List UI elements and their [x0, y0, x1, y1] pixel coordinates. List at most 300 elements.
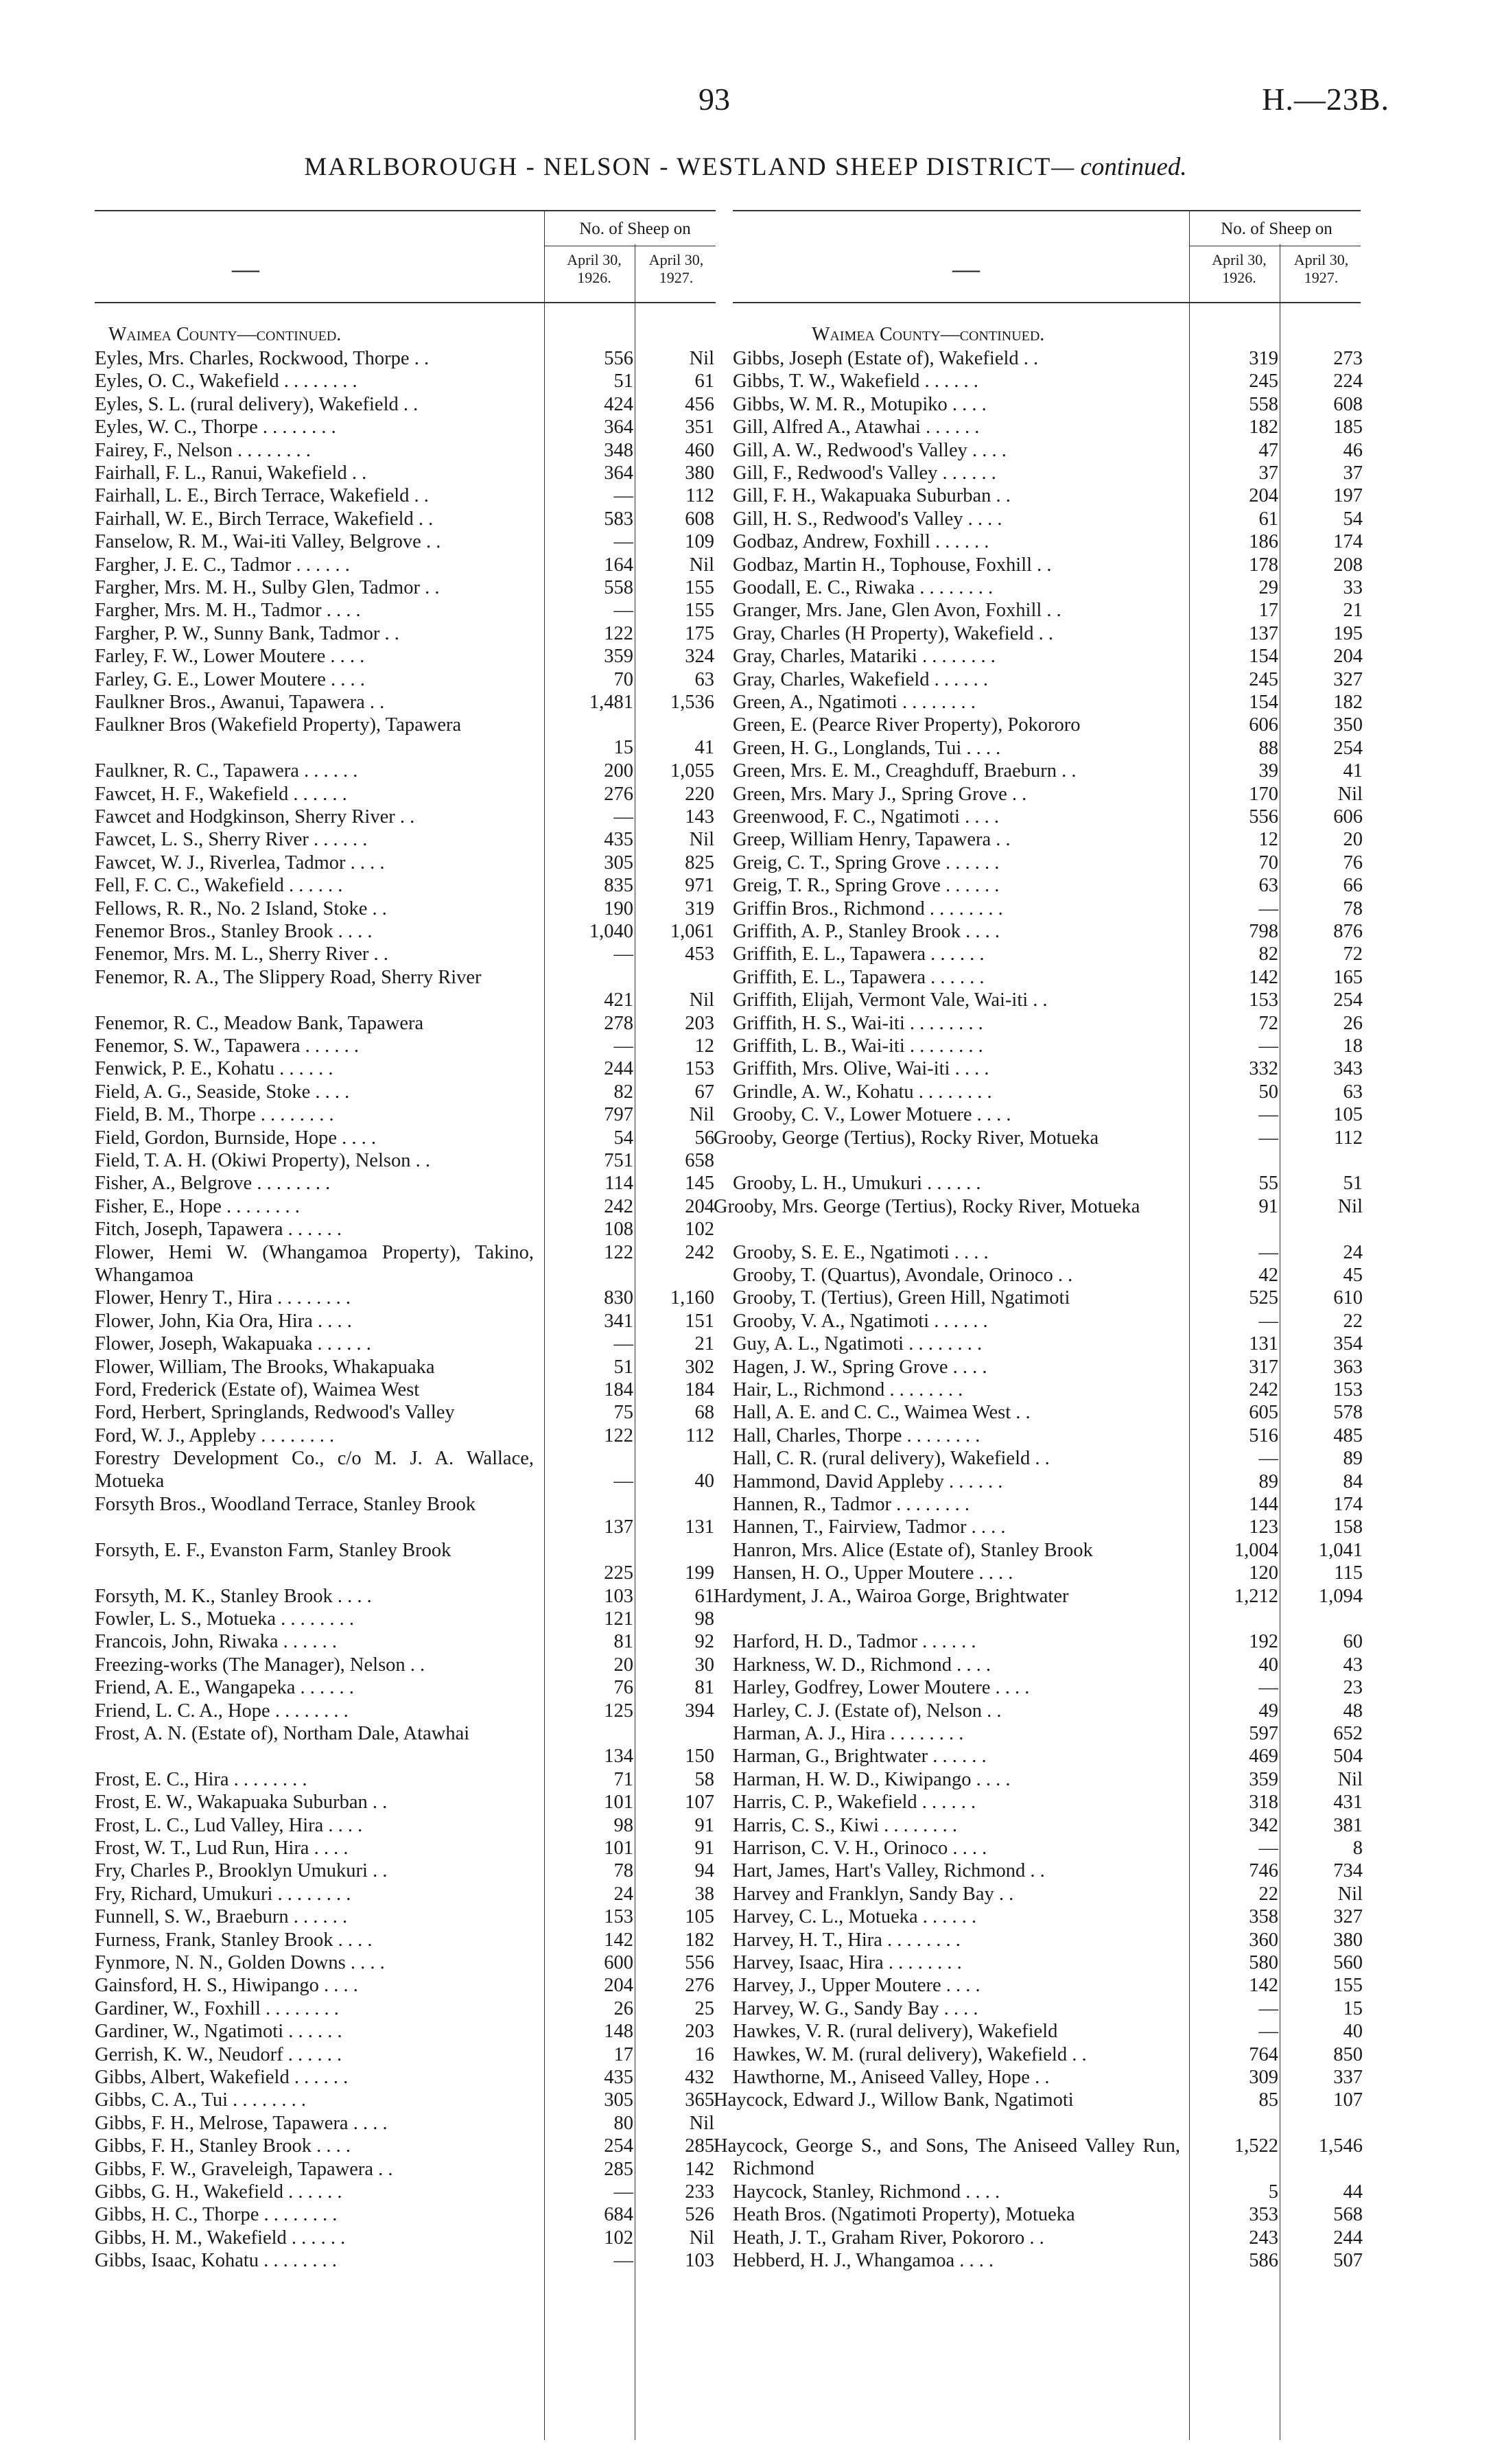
sheep-1927: 203 — [685, 1012, 714, 1034]
sheep-1926: 200 — [604, 760, 633, 782]
owner-name-address: Fairhall, W. E., Birch Terrace, Wakefield . . — [95, 508, 434, 530]
owner-name-address: Fynmore, N. N., Golden Downs . . . . — [95, 1952, 385, 1973]
sheep-1926: 318 — [1249, 1792, 1278, 1814]
owner-name-address: Green, H. G., Longlands, Tui . . . . — [733, 737, 1001, 759]
owner-name-address: Fenemor Bros., Stanley Brook . . . . — [95, 921, 373, 942]
sheep-1926: 42 — [1258, 1265, 1278, 1286]
table-row — [95, 1493, 714, 1539]
owner-name-address: Green, A., Ngatimoti . . . . . . . . — [733, 692, 976, 713]
sheep-1927: 72 — [1343, 943, 1363, 965]
owner-name-address: Fargher, P. W., Sunny Bank, Tadmor . . — [95, 622, 399, 644]
sheep-1926: 285 — [604, 2158, 633, 2180]
sheep-1927: 319 — [685, 897, 714, 919]
owner-name-address: Field, Gordon, Burnside, Hope . . . . — [95, 1127, 377, 1149]
sheep-1926: 276 — [604, 783, 633, 805]
sheep-1927: 151 — [685, 1310, 714, 1332]
owner-name-address: Harvey and Franklyn, Sandy Bay . . — [733, 1883, 1014, 1905]
sheep-1927: 112 — [685, 485, 714, 507]
sheep-1927: 43 — [1343, 1654, 1363, 1676]
sheep-1926: 798 — [1249, 921, 1278, 942]
owner-name-address: Gibbs, H. C., Thorpe . . . . . . . . — [95, 2204, 338, 2226]
sheep-1927: 242 — [685, 1241, 714, 1263]
page-number: 93 — [698, 82, 730, 117]
sheep-1926: 305 — [604, 2089, 633, 2111]
sheep-1926: — — [613, 600, 633, 622]
owner-name-address: Hawthorne, M., Aniseed Valley, Hope . . — [733, 2067, 1050, 2088]
owner-name-address: Fry, Charles P., Brooklyn Umukuri . . — [95, 1860, 388, 1882]
owner-name-address: Harvey, J., Upper Moutere . . . . — [733, 1975, 981, 1997]
sheep-1927: 109 — [685, 531, 714, 553]
sheep-1927: 568 — [1333, 2204, 1363, 2226]
sheep-1926: 421 — [604, 989, 633, 1011]
owner-name-address: Frost, E. W., Wakapuaka Suburban . . — [95, 1792, 388, 1814]
sheep-1927: 175 — [685, 622, 714, 644]
owner-name-address: Fawcet, H. F., Wakefield . . . . . . — [95, 783, 347, 805]
sheep-1926: — — [613, 1333, 633, 1355]
sheep-1927: 61 — [694, 371, 714, 392]
sheep-1927: 174 — [1333, 1494, 1363, 1515]
owner-name-address: Grindle, A. W., Kohatu . . . . . . . . — [733, 1081, 992, 1103]
sheep-1927: 285 — [685, 2135, 714, 2157]
header-col-1926: April 30, 1926. — [567, 251, 622, 286]
owner-name-address: Hammond, David Appleby . . . . . . — [733, 1470, 1003, 1492]
sheep-1927: 41 — [1343, 760, 1363, 782]
owner-name-address: Grooby, C. V., Lower Motuere . . . . — [733, 1104, 1011, 1126]
owner-name-address: Greenwood, F. C., Ngatimoti . . . . — [733, 806, 999, 828]
sheep-1927: 254 — [1333, 737, 1363, 759]
sheep-1926: 586 — [1249, 2250, 1278, 2272]
owner-name-address: Harley, C. J. (Estate of), Nelson . . — [733, 1700, 1002, 1722]
sheep-1926: 137 — [604, 1516, 633, 1538]
sheep-1927: 184 — [685, 1379, 714, 1400]
owner-name-address: Griffith, E. L., Tapawera . . . . . . — [733, 943, 985, 965]
owner-name-address: Fanselow, R. M., Wai-iti Valley, Belgrove . . — [95, 531, 441, 553]
owner-name-address: Furness, Frank, Stanley Brook . . . . — [95, 1929, 373, 1951]
owner-name-address: Hair, L., Richmond . . . . . . . . — [733, 1379, 963, 1400]
owner-name-address: Godbaz, Andrew, Foxhill . . . . . . — [733, 531, 989, 553]
sheep-1926: 131 — [1249, 1333, 1278, 1355]
owner-name-address: Fenemor, R. A., The Slippery Road, Sherry River — [95, 966, 482, 988]
sheep-1926: 108 — [604, 1219, 633, 1241]
owner-name-address: Gray, Charles, Matariki . . . . . . . . — [733, 646, 996, 668]
sheep-1927: 197 — [1333, 485, 1363, 507]
sheep-1927: 273 — [1333, 348, 1363, 369]
owner-name-address: Flower, William, The Brooks, Whakapuaka — [95, 1356, 435, 1378]
title-continued: — continued. — [1051, 153, 1187, 181]
page-header — [0, 81, 1491, 129]
sheep-1926: 353 — [1249, 2204, 1278, 2226]
sheep-1927: Nil — [689, 829, 714, 851]
owner-name-address: Ford, W. J., Appleby . . . . . . . . — [95, 1424, 335, 1446]
sheep-1926: 332 — [1249, 1058, 1278, 1080]
owner-name-address: Fell, F. C. C., Wakefield . . . . . . — [95, 875, 343, 897]
sheep-1927: 115 — [1334, 1562, 1363, 1584]
owner-name-address: Griffin Bros., Richmond . . . . . . . . — [733, 897, 1003, 919]
sheep-1926: 114 — [604, 1173, 633, 1195]
owner-name-address: Griffith, Mrs. Olive, Wai-iti . . . . — [733, 1058, 989, 1080]
sheep-1927: 103 — [685, 2250, 714, 2272]
sheep-1926: 15 — [613, 737, 633, 759]
table-row — [714, 2135, 1363, 2181]
sheep-1927: 224 — [1333, 371, 1363, 392]
sheep-1927: 327 — [1333, 1906, 1363, 1928]
sheep-1926: 134 — [604, 1746, 633, 1767]
no-of-sheep-heading: No. of Sheep on — [1221, 220, 1332, 238]
table-row — [95, 1241, 714, 1287]
sheep-1927: 560 — [1333, 1952, 1363, 1973]
right-column — [714, 210, 1363, 2447]
sheep-1926: 190 — [604, 897, 633, 919]
sheep-1926: 184 — [604, 1379, 633, 1400]
owner-name-address: Forsyth Bros., Woodland Terrace, Stanley Brook — [95, 1494, 476, 1515]
table-row — [95, 1722, 714, 1768]
owner-name-address: Grooby, George (Tertius), Rocky River, Motueka — [714, 1127, 1099, 1149]
sheep-1926: 122 — [604, 1241, 633, 1263]
sheep-1927: 350 — [1333, 714, 1363, 736]
sheep-1927: 58 — [694, 1768, 714, 1790]
sheep-1927: 610 — [1333, 1287, 1363, 1309]
owner-name-address: Farley, F. W., Lower Moutere . . . . — [95, 646, 365, 668]
sheep-1927: 652 — [1333, 1723, 1363, 1744]
sheep-1926: 88 — [1258, 737, 1278, 759]
owner-name-address: Harrison, C. V. H., Orinoco . . . . — [733, 1838, 987, 1859]
owner-name-address: Hall, A. E. and C. C., Waimea West . . — [733, 1402, 1031, 1424]
owner-name-address: Gibbs, G. H., Wakefield . . . . . . — [95, 2181, 342, 2203]
sheep-1926: 55 — [1258, 1173, 1278, 1195]
owner-name-address: Gill, F., Redwood's Valley . . . . . . — [733, 462, 996, 484]
owner-name-address: Fitch, Joseph, Tapawera . . . . . . — [95, 1219, 342, 1241]
sheep-1927: 507 — [1333, 2250, 1363, 2272]
sheep-1927: 92 — [694, 1631, 714, 1653]
sheep-1926: 103 — [604, 1585, 633, 1607]
sheep-1926: 1,040 — [589, 921, 633, 942]
owner-name-address: Forsyth, M. K., Stanley Brook . . . . — [95, 1585, 372, 1607]
owner-name-address: Hansen, H. O., Upper Moutere . . . . — [733, 1562, 1013, 1584]
owner-name-address: Harris, C. P., Wakefield . . . . . . — [733, 1792, 976, 1814]
sheep-1926: 47 — [1258, 439, 1278, 461]
owner-name-address: Heath Bros. (Ngatimoti Property), Motueka — [733, 2204, 1075, 2226]
owner-name-address: Harley, Godfrey, Lower Moutere . . . . — [733, 1677, 1030, 1699]
sheep-1926: 225 — [604, 1562, 633, 1584]
owner-name-address: Guy, A. L., Ngatimoti . . . . . . . . — [733, 1333, 983, 1355]
left-table-header — [95, 210, 716, 303]
owner-name-address: Gardiner, W., Foxhill . . . . . . . . — [95, 1997, 339, 2019]
sheep-1926: 305 — [604, 852, 633, 873]
owner-name-address: Grooby, T. (Tertius), Green Hill, Ngatimoti — [733, 1287, 1070, 1309]
owner-name-address: Green, Mrs. E. M., Creaghduff, Braeburn . . — [733, 760, 1077, 782]
owner-name-address: Greig, C. T., Spring Grove . . . . . . — [733, 852, 1000, 873]
sheep-1926: 125 — [604, 1700, 633, 1722]
table-row — [714, 2089, 1363, 2135]
sheep-1927: 150 — [685, 1746, 714, 1767]
sheep-1926: 204 — [1249, 485, 1278, 507]
sheep-1927: 456 — [685, 393, 714, 415]
sheep-1926: — — [1258, 1104, 1278, 1126]
owner-name-address: Green, E. (Pearce River Property), Pokororo — [733, 714, 1081, 736]
owner-name-address: Gerrish, K. W., Neudorf . . . . . . — [95, 2043, 342, 2065]
sheep-1927: 112 — [1334, 1127, 1363, 1149]
owner-name-address: Hannen, T., Fairview, Tadmor . . . . — [733, 1516, 1006, 1538]
sheep-1927: 1,546 — [1318, 2135, 1363, 2157]
sheep-1926: 435 — [604, 829, 633, 851]
sheep-1926: 22 — [1258, 1883, 1278, 1905]
sheep-1926: — — [613, 531, 633, 553]
sheep-1927: 51 — [1343, 1173, 1363, 1195]
sheep-1926: 70 — [1258, 852, 1278, 873]
sheep-1927: 131 — [685, 1516, 714, 1538]
sheep-1927: 105 — [685, 1906, 714, 1928]
sheep-1926: 29 — [1258, 577, 1278, 598]
sheep-1926: 835 — [604, 875, 633, 897]
sheep-1926: 830 — [604, 1287, 633, 1309]
table-row — [95, 1539, 714, 1585]
sheep-1926: 525 — [1249, 1287, 1278, 1309]
sheep-1927: 354 — [1333, 1333, 1363, 1355]
owner-name-address: Grooby, L. H., Umukuri . . . . . . — [733, 1173, 981, 1195]
owner-name-address: Gill, A. W., Redwood's Valley . . . . — [733, 439, 1007, 461]
sheep-1927: 204 — [685, 1195, 714, 1217]
sheep-1926: 605 — [1249, 1402, 1278, 1424]
sheep-1926: 89 — [1258, 1470, 1278, 1492]
sheep-1927: 365 — [685, 2089, 714, 2111]
owner-name-address: Ford, Herbert, Springlands, Redwood's Valley — [95, 1402, 455, 1424]
sheep-1927: 203 — [685, 2021, 714, 2043]
sheep-1926: 319 — [1249, 348, 1278, 369]
sheep-1926: — — [1258, 897, 1278, 919]
owner-name-address: Ford, Frederick (Estate of), Waimea West — [95, 1379, 420, 1400]
sheep-1926: 54 — [613, 1127, 633, 1149]
sheep-1926: 1,212 — [1234, 1585, 1278, 1607]
sheep-1927: 1,160 — [670, 1287, 714, 1309]
sheep-1926: 364 — [604, 462, 633, 484]
owner-name-address: Eyles, O. C., Wakefield . . . . . . . . — [95, 371, 357, 392]
sheep-1926: 49 — [1258, 1700, 1278, 1722]
sheep-1926: — — [1258, 1310, 1278, 1332]
owner-name-address: Flower, John, Kia Ora, Hira . . . . — [95, 1310, 352, 1332]
sheep-1926: 278 — [604, 1012, 633, 1034]
owner-name-address: Faulkner Bros (Wakefield Property), Tapawera — [95, 714, 462, 736]
sheep-1926: 85 — [1258, 2089, 1278, 2111]
sheep-1927: 107 — [685, 1792, 714, 1814]
sheep-1926: 684 — [604, 2204, 633, 2226]
sheep-1926: 606 — [1249, 714, 1278, 736]
owner-name-address: Gill, Alfred A., Atawhai . . . . . . — [733, 416, 980, 438]
header-dash: — — [232, 253, 259, 284]
sheep-1927: 432 — [685, 2067, 714, 2088]
sheep-1927: 233 — [685, 2181, 714, 2203]
owner-name-address: Frost, W. T., Lud Run, Hira . . . . — [95, 1838, 349, 1859]
sheep-1926: 469 — [1249, 1746, 1278, 1768]
owner-name-address: Grooby, S. E. E., Ngatimoti . . . . — [733, 1241, 989, 1263]
sheep-1927: 60 — [1343, 1631, 1363, 1653]
sheep-1926: 170 — [1249, 783, 1278, 805]
owner-name-address: Hanron, Mrs. Alice (Estate of), Stanley Brook — [733, 1539, 1093, 1561]
owner-name-address: Green, Mrs. Mary J., Spring Grove . . — [733, 783, 1027, 805]
owner-name-address: Eyles, W. C., Thorpe . . . . . . . . — [95, 416, 336, 438]
sheep-1926: 597 — [1249, 1723, 1278, 1744]
owner-name-address: Freezing-works (The Manager), Nelson . . — [95, 1654, 425, 1676]
owner-name-address: Greig, T. R., Spring Grove . . . . . . — [733, 875, 1000, 897]
owner-name-address: Harvey, H. T., Hira . . . . . . . . — [733, 1929, 961, 1951]
sheep-1927: 94 — [694, 1860, 714, 1882]
sheep-1926: 122 — [604, 622, 633, 644]
sheep-1927: 61 — [694, 1585, 714, 1607]
sheep-1927: Nil — [689, 1104, 714, 1126]
sheep-1927: 658 — [685, 1150, 714, 1171]
sheep-1927: Nil — [689, 2112, 714, 2134]
owner-name-address: Fairhall, F. L., Ranui, Wakefield . . — [95, 462, 367, 484]
sheep-1926: 556 — [1249, 806, 1278, 828]
sheep-1926: 244 — [604, 1058, 633, 1080]
sheep-1926: 40 — [1258, 1654, 1278, 1676]
owner-name-address: Griffith, E. L., Tapawera . . . . . . — [733, 966, 985, 988]
right-section-text: Waimea County—continued. — [812, 324, 1045, 345]
sheep-1926: 516 — [1249, 1424, 1278, 1446]
sheep-1927: 825 — [685, 852, 714, 873]
page-reference: H.—23B. — [1262, 82, 1389, 117]
sheep-1927: 608 — [1333, 393, 1363, 415]
sheep-1927: 195 — [1333, 622, 1363, 644]
sheep-1926: 98 — [613, 1814, 633, 1836]
owner-name-address: Harman, H. W. D., Kiwipango . . . . — [733, 1768, 1011, 1790]
sheep-1926: 71 — [613, 1768, 633, 1790]
sheep-1927: 68 — [694, 1402, 714, 1424]
owner-name-address: Forestry Development Co., c/o M. J. A. Wallace, Motueka — [95, 1448, 534, 1492]
owner-name-address: Faulkner Bros., Awanui, Tapawera . . — [95, 692, 385, 713]
sheep-1926: — — [613, 1470, 633, 1492]
sheep-1926: 101 — [604, 1838, 633, 1859]
sheep-1926: 61 — [1258, 508, 1278, 530]
sheep-1927: 91 — [694, 1814, 714, 1836]
owner-name-address: Fargher, J. E. C., Tadmor . . . . . . — [95, 554, 350, 576]
sheep-1927: 153 — [1333, 1379, 1363, 1400]
owner-name-address: Gibbs, H. M., Wakefield . . . . . . — [95, 2227, 346, 2249]
owner-name-address: Field, B. M., Thorpe . . . . . . . . — [95, 1104, 334, 1126]
owner-name-address: Gray, Charles (H Property), Wakefield . . — [733, 622, 1054, 644]
sheep-1927: 276 — [685, 1975, 714, 1997]
sheep-1926: — — [1258, 1241, 1278, 1263]
owner-name-address: Gibbs, F. H., Stanley Brook . . . . — [95, 2135, 351, 2157]
sheep-1927: 1,041 — [1318, 1539, 1363, 1561]
sheep-1927: 21 — [694, 1333, 714, 1355]
owner-name-address: Goodall, E. C., Riwaka . . . . . . . . — [733, 577, 994, 598]
owner-name-address: Hawkes, V. R. (rural delivery), Wakefield — [733, 2021, 1058, 2043]
sheep-1926: 600 — [604, 1952, 633, 1973]
sheep-1927: 1,055 — [670, 760, 714, 782]
sheep-1927: 98 — [694, 1608, 714, 1630]
header-col-1927: April 30, 1927. — [648, 251, 704, 286]
sheep-1926: 121 — [604, 1608, 633, 1630]
sheep-1927: Nil — [689, 554, 714, 576]
sheep-1927: 254 — [1333, 989, 1363, 1011]
owner-name-address: Harford, H. D., Tadmor . . . . . . — [733, 1631, 976, 1653]
owner-name-address: Gardiner, W., Ngatimoti . . . . . . — [95, 2021, 342, 2043]
sheep-1926: 70 — [613, 668, 633, 690]
owner-name-address: Haycock, Edward J., Willow Bank, Ngatimoti — [714, 2089, 1074, 2111]
owner-name-address: Flower, Hemi W. (Whangamoa Property), Takino, Whangamoa — [95, 1241, 534, 1286]
sheep-1927: 1,061 — [670, 921, 714, 942]
sheep-1926: 242 — [1249, 1379, 1278, 1400]
owner-name-address: Field, A. G., Seaside, Stoke . . . . — [95, 1081, 350, 1103]
sheep-1926: 746 — [1249, 1860, 1278, 1882]
owner-name-address: Farley, G. E., Lower Moutere . . . . — [95, 668, 365, 690]
sheep-1926: 20 — [613, 1654, 633, 1676]
owner-name-address: Gibbs, C. A., Tui . . . . . . . . — [95, 2089, 307, 2111]
sheep-1926: 137 — [1249, 622, 1278, 644]
owner-name-address: Hall, C. R. (rural delivery), Wakefield . . — [733, 1448, 1050, 1470]
owner-name-address: Friend, A. E., Wangapeka . . . . . . — [95, 1677, 354, 1699]
sheep-1926: 12 — [1258, 829, 1278, 851]
sheep-1926: 75 — [613, 1402, 633, 1424]
sheep-1926: — — [1258, 1677, 1278, 1699]
sheep-1926: 358 — [1249, 1906, 1278, 1928]
sheep-1927: 185 — [1333, 416, 1363, 438]
owner-name-address: Funnell, S. W., Braeburn . . . . . . — [95, 1906, 348, 1928]
sheep-1926: 558 — [604, 577, 633, 598]
sheep-1927: Nil — [689, 348, 714, 369]
sheep-1927: 142 — [685, 2158, 714, 2180]
table-row — [95, 714, 714, 760]
owner-name-address: Heath, J. T., Graham River, Pokororo . . — [733, 2227, 1044, 2249]
right-table-header — [733, 210, 1361, 303]
owner-name-address: Hebberd, H. J., Whangamoa . . . . — [733, 2250, 994, 2272]
sheep-1926: 178 — [1249, 554, 1278, 576]
sheep-1927: Nil — [1337, 1883, 1363, 1905]
sheep-1926: — — [1258, 1997, 1278, 2019]
sheep-1927: 22 — [1343, 1310, 1363, 1332]
owner-name-address: Grooby, T. (Quartus), Avondale, Orinoco . . — [733, 1265, 1073, 1286]
owner-name-address: Fawcet and Hodgkinson, Sherry River . . — [95, 806, 415, 828]
owner-name-address: Fenemor, R. C., Meadow Bank, Tapawera — [95, 1012, 424, 1034]
sheep-1926: 91 — [1258, 1195, 1278, 1217]
sheep-1926: 76 — [613, 1677, 633, 1699]
sheep-1927: 850 — [1333, 2043, 1363, 2065]
sheep-1927: 204 — [1333, 646, 1363, 668]
sheep-1926: 72 — [1258, 1012, 1278, 1034]
owner-name-address: Eyles, Mrs. Charles, Rockwood, Thorpe . . — [95, 348, 430, 369]
owner-name-address: Fenemor, Mrs. M. L., Sherry River . . — [95, 943, 388, 965]
sheep-1927: 153 — [685, 1058, 714, 1080]
owner-name-address: Harman, A. J., Hira . . . . . . . . — [733, 1723, 964, 1744]
sheep-1927: 381 — [1333, 1814, 1363, 1836]
right-section-heading — [812, 324, 1044, 346]
sheep-1927: 145 — [685, 1173, 714, 1195]
sheep-1927: 431 — [1333, 1792, 1363, 1814]
owner-name-address: Haycock, George S., and Sons, The Aniseed Valley Run, Richmond — [714, 2135, 1180, 2180]
owner-name-address: Hardyment, J. A., Wairoa Gorge, Brightwater — [714, 1585, 1069, 1607]
sheep-1926: 245 — [1249, 668, 1278, 690]
sheep-1926: 797 — [604, 1104, 633, 1126]
owner-name-address: Gray, Charles, Wakefield . . . . . . — [733, 668, 989, 690]
owner-name-address: Hagen, J. W., Spring Grove . . . . — [733, 1356, 987, 1378]
sheep-1926: 245 — [1249, 371, 1278, 392]
sheep-1926: — — [1258, 1838, 1278, 1859]
sheep-1926: 122 — [604, 1424, 633, 1446]
sheep-1927: 105 — [1333, 1104, 1363, 1126]
sheep-1927: 608 — [685, 508, 714, 530]
owner-name-address: Fellows, R. R., No. 2 Island, Stoke . . — [95, 897, 387, 919]
sheep-1927: 40 — [1343, 2021, 1363, 2043]
sheep-1926: 81 — [613, 1631, 633, 1653]
sheep-1927: 23 — [1343, 1677, 1363, 1699]
left-rule-a — [544, 210, 545, 2440]
sheep-1927: 155 — [685, 600, 714, 622]
owner-name-address: Francois, John, Riwaka . . . . . . — [95, 1631, 338, 1653]
sheep-1926: 764 — [1249, 2043, 1278, 2065]
sheep-1926: 580 — [1249, 1952, 1278, 1973]
sheep-1926: 123 — [1249, 1516, 1278, 1538]
sheep-1927: 485 — [1333, 1424, 1363, 1446]
